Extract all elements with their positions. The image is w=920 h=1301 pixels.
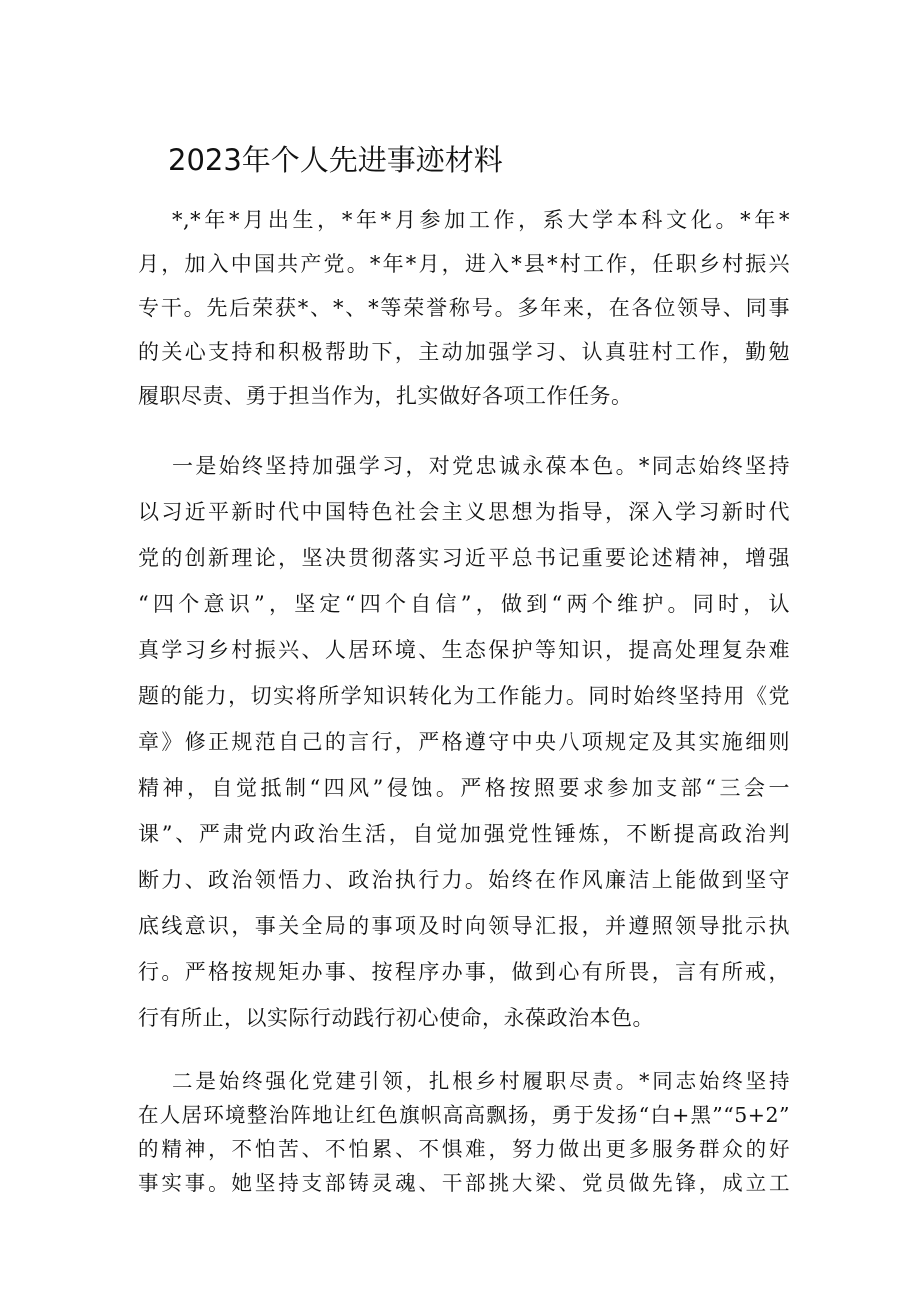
paragraph-2-line-1: 一是始终坚持加强学习，对党忠诚永葆本色。*同志始终坚持 bbox=[172, 454, 790, 478]
paragraph-2-line-7: 章》修正规范自己的言行，严格遵守中央八项规定及其实施细则 bbox=[138, 730, 790, 754]
paragraph-1-line-4: 的关心支持和积极帮助下，主动加强学习、认真驻村工作，勤勉 bbox=[138, 340, 790, 364]
paragraph-2-line-4: “四个意识”，坚定“四个自信”，做到“两个维护。同时，认 bbox=[138, 592, 790, 616]
paragraph-3-line-2: 在人居环境整治阵地让红色旗帜高高飘扬，勇于发扬“白+黑”“5+2” bbox=[138, 1103, 790, 1127]
paragraph-3-line-3: 的精神，不怕苦、不怕累、不惧难，努力做出更多服务群众的好 bbox=[138, 1137, 790, 1161]
paragraph-1-line-2: 月，加入中国共产党。*年*月，进入*县*村工作，任职乡村振兴 bbox=[138, 252, 790, 276]
paragraph-1-line-1: *,*年*月出生，*年*月参加工作，系大学本科文化。*年* bbox=[172, 208, 790, 232]
paragraph-3-line-4: 事实事。她坚持支部铸灵魂、干部挑大梁、党员做先锋，成立工 bbox=[138, 1171, 790, 1195]
paragraph-2-line-6: 题的能力，切实将所学知识转化为工作能力。同时始终坚持用《党 bbox=[138, 684, 790, 708]
paragraph-2-line-12: 行。严格按规矩办事、按程序办事，做到心有所畏，言有所戒， bbox=[138, 960, 790, 984]
paragraph-2-line-3: 党的创新理论，坚决贯彻落实习近平总书记重要论述精神，增强 bbox=[138, 546, 790, 570]
paragraph-2-line-5: 真学习乡村振兴、人居环境、生态保护等知识，提高处理复杂难 bbox=[138, 638, 790, 662]
paragraph-2-line-11: 底线意识，事关全局的事项及时向领导汇报，并遵照领导批示执 bbox=[138, 914, 790, 938]
paragraph-2-line-13: 行有所止，以实际行动践行初心使命，永葆政治本色。 bbox=[138, 1006, 654, 1030]
paragraph-1-line-5: 履职尽责、勇于担当作为，扎实做好各项工作任务。 bbox=[138, 384, 633, 408]
paragraph-2-line-9: 课”、严肃党内政治生活，自觉加强党性锤炼，不断提高政治判 bbox=[138, 822, 790, 846]
paragraph-2-line-2: 以习近平新时代中国特色社会主义思想为指导，深入学习新时代 bbox=[138, 500, 790, 524]
paragraph-3-line-1: 二是始终强化党建引领，扎根乡村履职尽责。*同志始终坚持 bbox=[172, 1069, 790, 1093]
document-title: 2023年个人先进事迹材料 bbox=[168, 143, 503, 177]
paragraph-1-line-3: 专干。先后荣获*、*、*等荣誉称号。多年来，在各位领导、同事 bbox=[138, 296, 790, 320]
paragraph-2-line-8: 精神，自觉抵制“四风”侵蚀。严格按照要求参加支部“三会一 bbox=[138, 776, 790, 800]
paragraph-2-line-10: 断力、政治领悟力、政治执行力。始终在作风廉洁上能做到坚守 bbox=[138, 868, 790, 892]
